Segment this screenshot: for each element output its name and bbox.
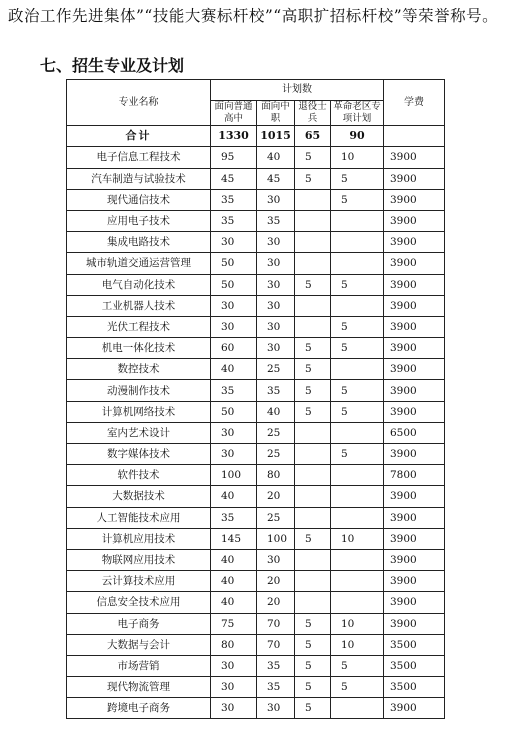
vocational-count: 30 xyxy=(257,316,295,337)
high-school-count: 40 xyxy=(211,549,257,570)
vocational-count: 45 xyxy=(257,168,295,189)
veteran-count xyxy=(295,295,331,316)
table-row xyxy=(67,677,445,698)
major-name: 应用电子技术 xyxy=(67,210,211,231)
revolution-count: 10 xyxy=(331,147,384,168)
revolution-count: 5 xyxy=(331,444,384,465)
fee-value: 3900 xyxy=(384,549,445,570)
vocational-count: 30 xyxy=(257,274,295,295)
vocational-count: 25 xyxy=(257,422,295,443)
header-plan-group: 计划数 xyxy=(211,80,384,101)
major-name: 电子信息工程技术 xyxy=(67,147,211,168)
high-school-count: 30 xyxy=(211,444,257,465)
revolution-count xyxy=(331,232,384,253)
table-row xyxy=(67,549,445,570)
high-school-count: 30 xyxy=(211,295,257,316)
veteran-count: 5 xyxy=(295,677,331,698)
veteran-count xyxy=(295,592,331,613)
veteran-count xyxy=(295,465,331,486)
vocational-count: 40 xyxy=(257,147,295,168)
fee-value: 3900 xyxy=(384,528,445,549)
veteran-count: 5 xyxy=(295,168,331,189)
high-school-count: 35 xyxy=(211,189,257,210)
veteran-count: 5 xyxy=(295,338,331,359)
table-row xyxy=(67,571,445,592)
veteran-count: 5 xyxy=(295,613,331,634)
veteran-count xyxy=(295,253,331,274)
revolution-count xyxy=(331,571,384,592)
revolution-count: 5 xyxy=(331,677,384,698)
veteran-count: 5 xyxy=(295,401,331,422)
major-name: 跨境电子商务 xyxy=(67,698,211,719)
fee-value: 3900 xyxy=(384,592,445,613)
major-name: 光伏工程技术 xyxy=(67,316,211,337)
table-row xyxy=(67,465,445,486)
revolution-count xyxy=(331,465,384,486)
table-row xyxy=(67,147,445,168)
major-name: 室内艺术设计 xyxy=(67,422,211,443)
header-vocational: 面向中职 xyxy=(257,101,295,126)
fee-value: 3900 xyxy=(384,147,445,168)
fee-value: 6500 xyxy=(384,422,445,443)
major-name: 物联网应用技术 xyxy=(67,549,211,570)
veteran-count: 5 xyxy=(295,380,331,401)
high-school-count: 40 xyxy=(211,359,257,380)
table-row xyxy=(67,253,445,274)
high-school-count: 30 xyxy=(211,655,257,676)
revolution-count xyxy=(331,507,384,528)
table-row xyxy=(67,359,445,380)
table-row xyxy=(67,528,445,549)
major-name: 动漫制作技术 xyxy=(67,380,211,401)
fee-value: 3900 xyxy=(384,295,445,316)
major-name: 软件技术 xyxy=(67,465,211,486)
total-fee xyxy=(384,126,445,147)
revolution-count: 5 xyxy=(331,655,384,676)
revolution-count xyxy=(331,295,384,316)
high-school-count: 35 xyxy=(211,380,257,401)
fee-value: 3900 xyxy=(384,359,445,380)
high-school-count: 35 xyxy=(211,210,257,231)
fee-value: 3900 xyxy=(384,274,445,295)
vocational-count: 25 xyxy=(257,507,295,528)
veteran-count xyxy=(295,422,331,443)
table-row xyxy=(67,380,445,401)
revolution-count xyxy=(331,359,384,380)
fee-value: 3500 xyxy=(384,655,445,676)
major-name: 现代物流管理 xyxy=(67,677,211,698)
vocational-count: 20 xyxy=(257,571,295,592)
revolution-count xyxy=(331,422,384,443)
table-row xyxy=(67,486,445,507)
header-high-school: 面向普通高中 xyxy=(211,101,257,126)
fee-value: 3500 xyxy=(384,677,445,698)
revolution-count: 5 xyxy=(331,316,384,337)
vocational-count: 25 xyxy=(257,359,295,380)
fee-value: 3900 xyxy=(384,338,445,359)
major-name: 信息安全技术应用 xyxy=(67,592,211,613)
total-row xyxy=(67,126,445,147)
vocational-count: 25 xyxy=(257,444,295,465)
revolution-count xyxy=(331,549,384,570)
major-name: 汽车制造与试验技术 xyxy=(67,168,211,189)
vocational-count: 70 xyxy=(257,613,295,634)
major-name: 大数据与会计 xyxy=(67,634,211,655)
high-school-count: 50 xyxy=(211,274,257,295)
vocational-count: 40 xyxy=(257,401,295,422)
fee-value: 3900 xyxy=(384,486,445,507)
table-row xyxy=(67,698,445,719)
veteran-count xyxy=(295,316,331,337)
revolution-count xyxy=(331,486,384,507)
revolution-count: 10 xyxy=(331,634,384,655)
total-high-school: 1330 xyxy=(211,126,257,147)
revolution-count xyxy=(331,210,384,231)
table-row xyxy=(67,422,445,443)
high-school-count: 30 xyxy=(211,316,257,337)
revolution-count: 5 xyxy=(331,274,384,295)
vocational-count: 30 xyxy=(257,232,295,253)
major-name: 电气自动化技术 xyxy=(67,274,211,295)
veteran-count: 5 xyxy=(295,274,331,295)
vocational-count: 20 xyxy=(257,592,295,613)
fee-value: 3900 xyxy=(384,316,445,337)
veteran-count: 5 xyxy=(295,655,331,676)
major-name: 现代通信技术 xyxy=(67,189,211,210)
high-school-count: 100 xyxy=(211,465,257,486)
revolution-count: 5 xyxy=(331,189,384,210)
major-name: 数控技术 xyxy=(67,359,211,380)
revolution-count: 5 xyxy=(331,338,384,359)
veteran-count xyxy=(295,444,331,465)
table-row xyxy=(67,189,445,210)
table-row xyxy=(67,210,445,231)
fee-value: 3500 xyxy=(384,634,445,655)
vocational-count: 30 xyxy=(257,295,295,316)
header-revolution: 革命老区专项计划 xyxy=(331,101,384,126)
high-school-count: 50 xyxy=(211,401,257,422)
revolution-count: 5 xyxy=(331,401,384,422)
table-row xyxy=(67,232,445,253)
table-row xyxy=(67,444,445,465)
vocational-count: 30 xyxy=(257,698,295,719)
high-school-count: 75 xyxy=(211,613,257,634)
high-school-count: 60 xyxy=(211,338,257,359)
veteran-count xyxy=(295,507,331,528)
veteran-count xyxy=(295,571,331,592)
fee-value: 3900 xyxy=(384,168,445,189)
major-name: 人工智能技术应用 xyxy=(67,507,211,528)
veteran-count: 5 xyxy=(295,528,331,549)
veteran-count: 5 xyxy=(295,147,331,168)
high-school-count: 95 xyxy=(211,147,257,168)
veteran-count xyxy=(295,210,331,231)
high-school-count: 30 xyxy=(211,677,257,698)
high-school-count: 35 xyxy=(211,507,257,528)
veteran-count: 5 xyxy=(295,359,331,380)
table-row xyxy=(67,634,445,655)
vocational-count: 80 xyxy=(257,465,295,486)
major-name: 计算机网络技术 xyxy=(67,401,211,422)
vocational-count: 35 xyxy=(257,655,295,676)
major-name: 云计算技术应用 xyxy=(67,571,211,592)
veteran-count: 5 xyxy=(295,698,331,719)
vocational-count: 20 xyxy=(257,486,295,507)
table-row xyxy=(67,274,445,295)
revolution-count xyxy=(331,592,384,613)
fee-value: 3900 xyxy=(384,507,445,528)
major-name: 城市轨道交通运营管理 xyxy=(67,253,211,274)
high-school-count: 40 xyxy=(211,486,257,507)
table-row xyxy=(67,168,445,189)
total-vocational: 1015 xyxy=(257,126,295,147)
table-row xyxy=(67,507,445,528)
high-school-count: 30 xyxy=(211,698,257,719)
total-revolution: 90 xyxy=(331,126,384,147)
table-row xyxy=(67,613,445,634)
high-school-count: 30 xyxy=(211,422,257,443)
section-title: 七、招生专业及计划 xyxy=(40,56,185,75)
table-row xyxy=(67,295,445,316)
vocational-count: 100 xyxy=(257,528,295,549)
veteran-count xyxy=(295,189,331,210)
enrollment-plan-table xyxy=(66,79,445,719)
fee-value: 3900 xyxy=(384,571,445,592)
fee-value: 3900 xyxy=(384,401,445,422)
vocational-count: 30 xyxy=(257,253,295,274)
fee-value: 3900 xyxy=(384,698,445,719)
veteran-count: 5 xyxy=(295,634,331,655)
high-school-count: 50 xyxy=(211,253,257,274)
header-veteran: 退役士兵 xyxy=(295,101,331,126)
table-row xyxy=(67,655,445,676)
vocational-count: 30 xyxy=(257,549,295,570)
fee-value: 3900 xyxy=(384,253,445,274)
fee-value: 3900 xyxy=(384,232,445,253)
total-label: 合计 xyxy=(67,126,211,147)
revolution-count: 10 xyxy=(331,528,384,549)
fee-value: 3900 xyxy=(384,380,445,401)
fee-value: 3900 xyxy=(384,210,445,231)
veteran-count xyxy=(295,486,331,507)
table-row xyxy=(67,316,445,337)
high-school-count: 145 xyxy=(211,528,257,549)
high-school-count: 30 xyxy=(211,232,257,253)
revolution-count: 10 xyxy=(331,613,384,634)
revolution-count: 5 xyxy=(331,380,384,401)
fee-value: 3900 xyxy=(384,444,445,465)
high-school-count: 80 xyxy=(211,634,257,655)
fee-value: 7800 xyxy=(384,465,445,486)
vocational-count: 30 xyxy=(257,189,295,210)
header-fee: 学费 xyxy=(384,80,445,126)
vocational-count: 70 xyxy=(257,634,295,655)
vocational-count: 35 xyxy=(257,677,295,698)
major-name: 机电一体化技术 xyxy=(67,338,211,359)
high-school-count: 40 xyxy=(211,592,257,613)
revolution-count: 5 xyxy=(331,168,384,189)
table-row xyxy=(67,592,445,613)
major-name: 市场营销 xyxy=(67,655,211,676)
fee-value: 3900 xyxy=(384,189,445,210)
revolution-count xyxy=(331,698,384,719)
major-name: 集成电路技术 xyxy=(67,232,211,253)
veteran-count xyxy=(295,549,331,570)
header-major-name: 专业名称 xyxy=(67,80,211,126)
vocational-count: 35 xyxy=(257,210,295,231)
table-row xyxy=(67,338,445,359)
major-name: 数字媒体技术 xyxy=(67,444,211,465)
major-name: 电子商务 xyxy=(67,613,211,634)
intro-paragraph: 政治工作先进集体”“技能大赛标杆校”“高职扩招标杆校”等荣誉称号。 xyxy=(8,7,499,25)
veteran-count xyxy=(295,232,331,253)
vocational-count: 30 xyxy=(257,338,295,359)
total-veteran: 65 xyxy=(295,126,331,147)
revolution-count xyxy=(331,253,384,274)
major-name: 工业机器人技术 xyxy=(67,295,211,316)
table-row xyxy=(67,401,445,422)
high-school-count: 40 xyxy=(211,571,257,592)
vocational-count: 35 xyxy=(257,380,295,401)
high-school-count: 45 xyxy=(211,168,257,189)
fee-value: 3900 xyxy=(384,613,445,634)
major-name: 大数据技术 xyxy=(67,486,211,507)
major-name: 计算机应用技术 xyxy=(67,528,211,549)
